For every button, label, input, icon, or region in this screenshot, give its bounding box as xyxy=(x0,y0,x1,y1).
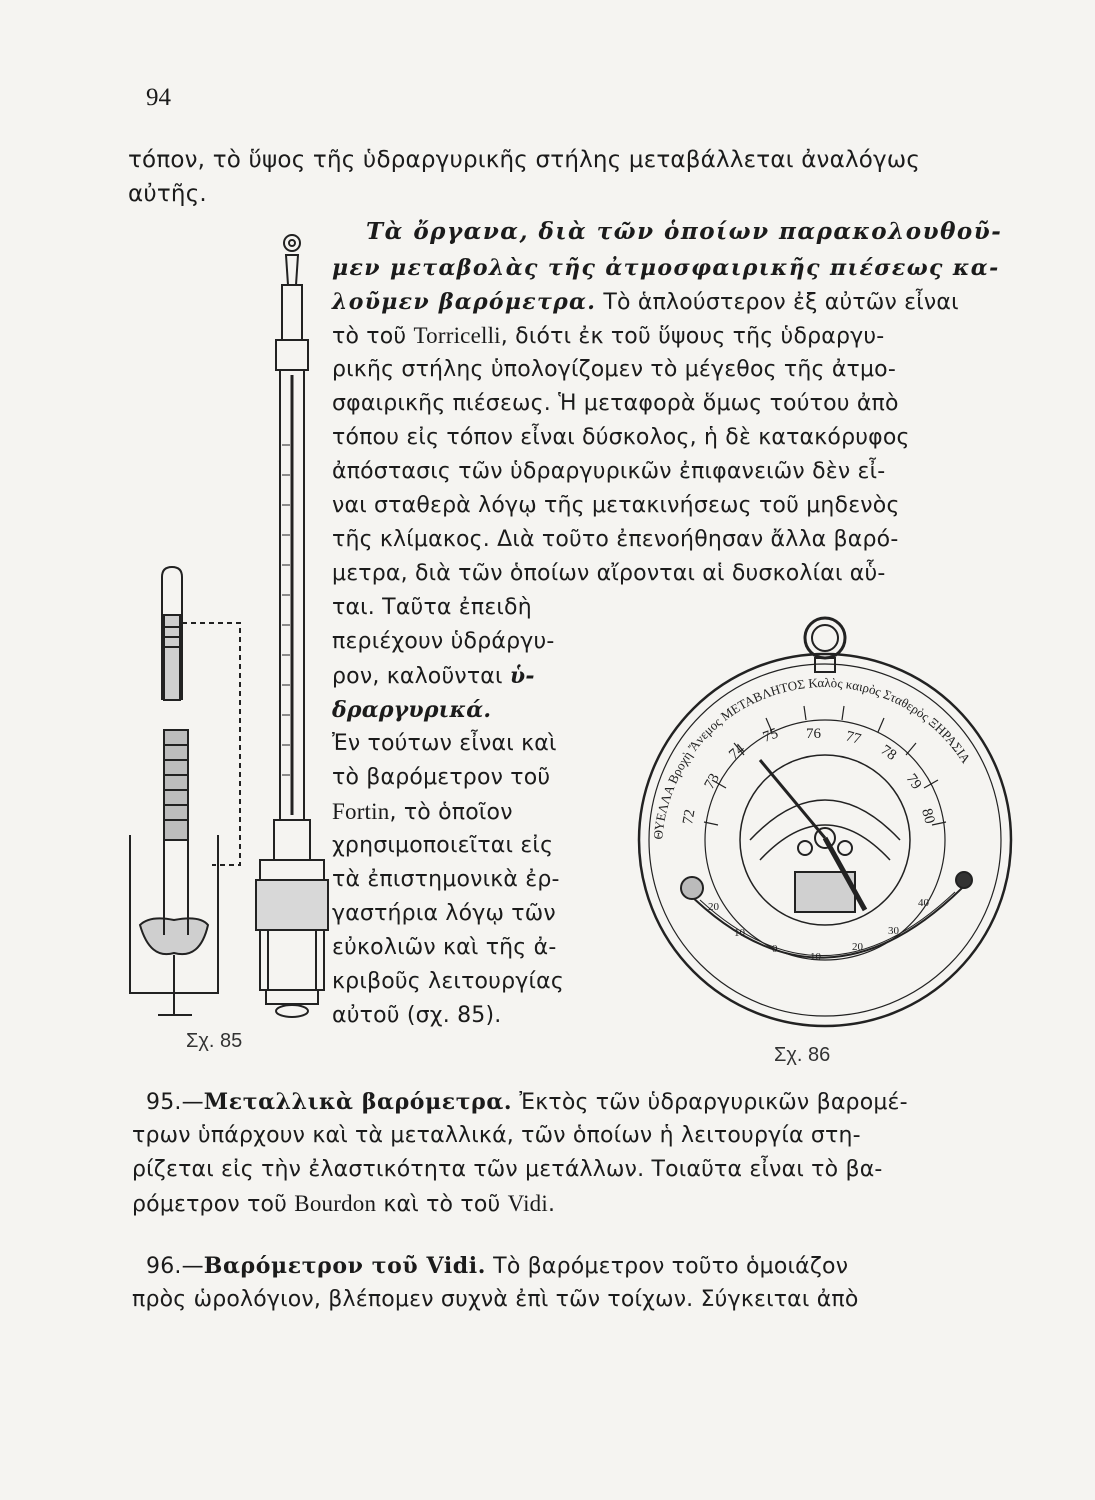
dial-number-77: 77 xyxy=(843,728,863,748)
para1-line-4 xyxy=(332,324,884,349)
dial-weather-labels: ΘΥΕΛΛΑ Βροχὴ Ἄνεμος ΜΕΤΑΒΛΗΤΟΣ Καλὸς καιρὸς Σταθερὸς ΞΗΡΑΣΙΑ xyxy=(650,675,974,841)
para1-line-14-b: ὑ- xyxy=(509,663,535,689)
para1-line-14 xyxy=(332,664,535,689)
para1-line-24: αὐτοῦ (σχ. 85). xyxy=(332,1003,502,1028)
section-95-line-2: τρων ὑπάρχουν καὶ τὰ μεταλλικά, τῶν ὁποίων ἡ λειτουργία στη- xyxy=(132,1123,861,1148)
term-ydrargyrika: δραργυρικά. xyxy=(332,697,492,723)
dial-number-78: 78 xyxy=(877,742,900,764)
name-bourdon: Bourdon xyxy=(294,1191,377,1216)
section-96-line-1 xyxy=(146,1254,848,1279)
para1-line-18-rest: , τὸ ὁποῖον xyxy=(389,800,513,825)
thermo-number-7: 40 xyxy=(918,897,929,909)
section-95-line-1 xyxy=(146,1090,908,1115)
intro-line-2: αὐτῆς. xyxy=(128,181,207,207)
dial-number-75: 75 xyxy=(760,725,781,746)
page-number: 94 xyxy=(146,84,171,111)
section-95-line-1-rest: Ἐκτὸς τῶν ὑδραργυρικῶν βαρομέ- xyxy=(512,1090,908,1115)
section-95-title: Μεταλλικὰ βαρόμετρα. xyxy=(203,1089,513,1115)
dial-number-76: 76 xyxy=(806,726,821,742)
dial-number-79: 79 xyxy=(902,771,925,793)
term-barometra: λοῦμεν βαρόμετρα. xyxy=(332,289,597,315)
dial-number-72: 72 xyxy=(680,808,699,826)
section-96-line-1-rest: Τὸ βαρόμετρον τοῦτο ὁμοιάζον xyxy=(485,1254,849,1279)
para1-line-4-b: , διότι ἐκ τοῦ ὕψους τῆς ὑδραργυ- xyxy=(500,324,885,349)
para1-line-4-a: τὸ τοῦ xyxy=(332,324,414,349)
section-95-line-4-a: ρόμετρον τοῦ xyxy=(132,1192,295,1217)
thermo-number-5: 20 xyxy=(852,941,863,953)
section-95-line-4 xyxy=(132,1192,555,1217)
para1-line-18 xyxy=(332,800,513,825)
para1-line-14-a: ρον, καλοῦνται xyxy=(332,664,510,689)
para1-line-5: ρικῆς στήλης ὑπολογίζομεν τὸ μέγεθος τῆς ἀτμο- xyxy=(332,357,896,382)
thermo-number-2: 10 xyxy=(734,927,745,939)
para1-line-13: περιέχουν ὑδράργυ- xyxy=(332,629,555,654)
name-fortin: Fortin xyxy=(332,799,390,824)
para1-line-1: Τὰ ὄργανα, διὰ τῶν ὁποίων παρακολουθοῦ- xyxy=(366,218,1003,245)
section-95-line-3: ρίζεται εἰς τὴν ἐλαστικότητα τῶν μετάλλων. Τοιαῦτα εἶναι τὸ βα- xyxy=(132,1157,883,1182)
figure-85-caption: Σχ. 85 xyxy=(186,1030,243,1052)
thermo-number-1: 20 xyxy=(708,901,719,913)
para1-line-10: τῆς κλίμακος. Διὰ τοῦτο ἐπενοήθησαν ἄλλα βαρό- xyxy=(332,527,899,552)
section-95-line-4-b: καὶ τὸ τοῦ xyxy=(376,1192,508,1217)
thermo-number-4: 10 xyxy=(810,951,821,963)
figure-86-caption: Σχ. 86 xyxy=(774,1044,831,1066)
thermo-number-6: 30 xyxy=(888,925,899,937)
para1-line-2: μεν μεταβολὰς τῆς ἀτμοσφαιρικῆς πιέσεως κα- xyxy=(332,255,1000,281)
para1-line-17: τὸ βαρόμετρον τοῦ xyxy=(332,765,551,790)
para1-line-6: σφαιρικῆς πιέσεως. Ἡ μεταφορὰ ὅμως τούτου ἀπὸ xyxy=(332,391,899,416)
section-95-line-4-c: . xyxy=(547,1192,556,1217)
dial-number-80: 80 xyxy=(918,806,938,826)
section-95-number: 95.— xyxy=(146,1090,204,1115)
para1-line-7: τόπου εἰς τόπον εἶναι δύσκολος, ἡ δὲ κατακόρυφος xyxy=(332,425,910,450)
figure-86-illustration xyxy=(630,610,1020,1030)
para1-line-8: ἀπόστασις τῶν ὑδραργυρικῶν ἐπιφανειῶν δὲν εἶ- xyxy=(332,459,886,484)
dial-number-74: 74 xyxy=(726,741,749,764)
para1-line-23: κριβοῦς λειτουργίας xyxy=(332,969,564,994)
section-96-line-2: πρὸς ὡρολόγιον, βλέπομεν συχνὰ ἐπὶ τῶν τοίχων. Σύγκειται ἀπὸ xyxy=(132,1287,859,1312)
para1-line-12: ται. Ταῦτα ἐπειδὴ xyxy=(332,595,532,620)
para1-line-19: χρησιμοποιεῖται εἰς xyxy=(332,833,554,858)
thermo-number-3: 0 xyxy=(772,943,778,955)
section-96-number: 96.— xyxy=(146,1254,204,1279)
para1-line-9: ναι σταθερὰ λόγῳ τῆς μετακινήσεως τοῦ μηδενὸς xyxy=(332,493,900,518)
section-96-title: Βαρόμετρον τοῦ Vidi. xyxy=(203,1253,486,1279)
figure-85-illustration xyxy=(110,225,330,1025)
para1-line-22: εὐκολιῶν καὶ τῆς ἀ- xyxy=(332,935,557,960)
para1-line-3-rest: Τὸ ἁπλούστερον ἐξ αὐτῶν εἶναι xyxy=(596,290,959,315)
para1-line-20: τὰ ἐπιστημονικὰ ἐρ- xyxy=(332,867,560,892)
para1-line-3 xyxy=(332,290,959,315)
name-torricelli: Torricelli xyxy=(413,323,501,348)
para1-line-16: Ἐν τούτων εἶναι καὶ xyxy=(332,731,557,756)
para1-line-21: γαστήρια λόγῳ τῶν xyxy=(332,901,556,926)
intro-line-1: τόπον, τὸ ὕψος τῆς ὑδραργυρικῆς στήλης μεταβάλλεται ἀναλόγως xyxy=(128,147,921,173)
dial-number-73: 73 xyxy=(701,771,723,792)
para1-line-11: μετρα, διὰ τῶν ὁποίων αἴρονται αἱ δυσκολίαι αὗ- xyxy=(332,561,886,586)
name-vidi: Vidi xyxy=(507,1191,548,1216)
